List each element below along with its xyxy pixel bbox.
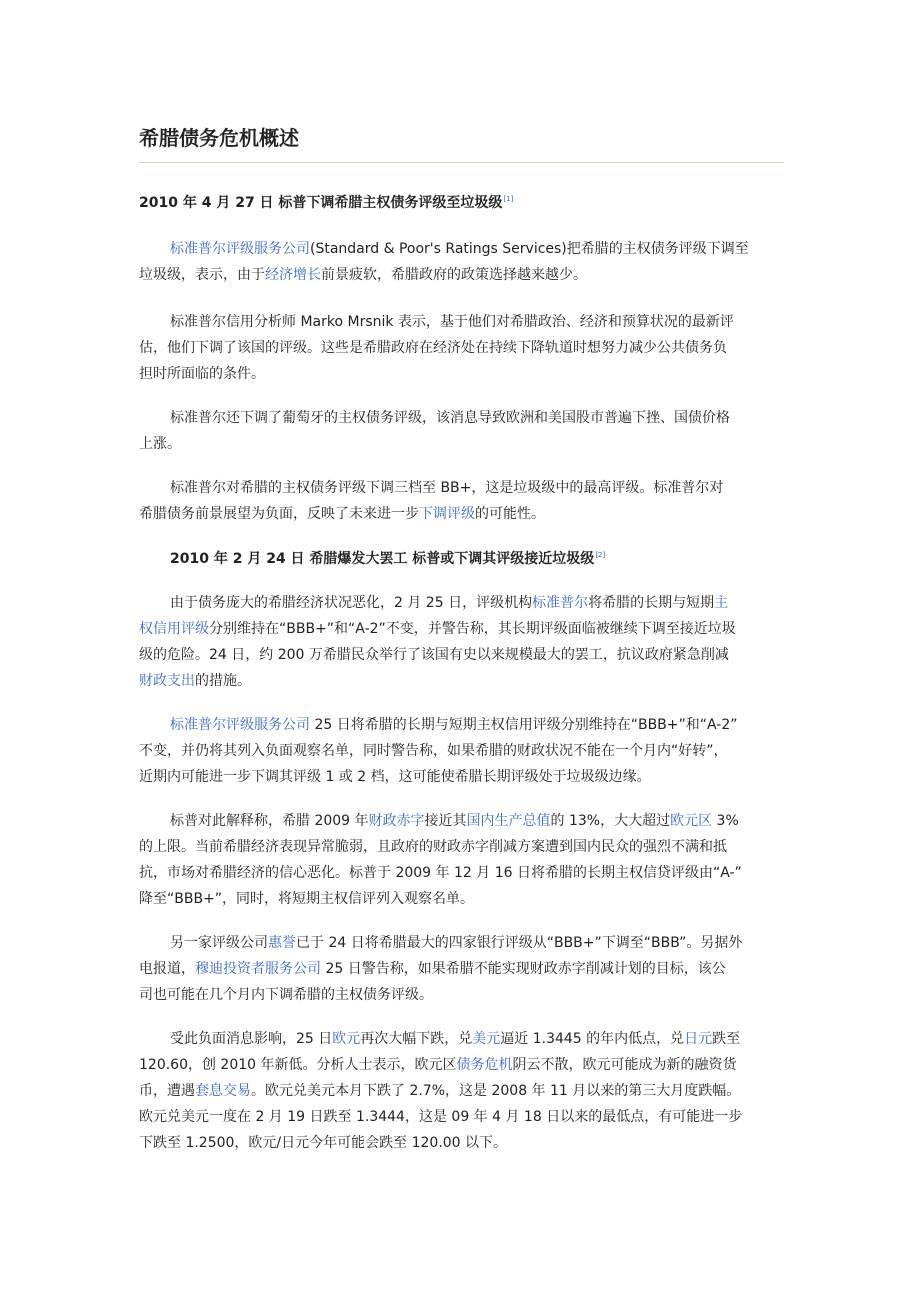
section-heading-2-text: 2010 年 2 月 24 日 希腊爆发大罢工 标普或下调其评级接近垃圾级	[170, 551, 595, 567]
term-link[interactable]: 权信用评级	[139, 621, 209, 637]
paragraph-line	[139, 236, 784, 262]
paragraph-line	[139, 1130, 784, 1156]
term-link[interactable]: 标准普尔评级服务公司	[170, 717, 310, 733]
term-link[interactable]: 标准普尔	[532, 595, 589, 611]
paragraph-text: 希腊债务前景展望为负面，反映了未来进一步	[139, 506, 419, 522]
paragraph-text: 3%	[712, 813, 739, 829]
paragraph-text: 由于债务庞大的希腊经济状况恶化，2 月 25 日，评级机构	[170, 595, 533, 611]
paragraph-line	[139, 930, 784, 956]
paragraph-text: 上涨。	[139, 436, 181, 452]
paragraph-text: 的 13%，大大超过	[550, 813, 671, 829]
paragraph-line	[139, 616, 784, 642]
s0-p0	[139, 236, 784, 288]
paragraph-text: 币，遭遇	[139, 1083, 195, 1099]
section-2-ref-link[interactable]: [2]	[595, 551, 606, 560]
paragraph-line	[139, 431, 784, 457]
paragraph-text: 跌至	[712, 1031, 741, 1047]
section-heading-1-text: 2010 年 4 月 27 日 标普下调希腊主权债务评级至垃圾级	[139, 195, 503, 211]
term-link[interactable]: 债务危机	[456, 1057, 513, 1073]
paragraph-line	[139, 1026, 784, 1052]
paragraph-text: 将希腊的长期与短期	[588, 595, 715, 611]
s1-p2	[139, 808, 784, 912]
paragraph-text: 级的危险。24 日，约 200 万希腊民众举行了该国有史以来规模最大的罢工，抗议政府紧急削减	[139, 647, 729, 663]
paragraph-line	[139, 860, 784, 886]
title-divider	[139, 162, 784, 163]
paragraph-line	[139, 590, 784, 616]
paragraph-line	[139, 405, 784, 431]
paragraph-line	[139, 642, 784, 668]
paragraph-text: 司也可能在几个月内下调希腊的主权债务评级。	[139, 987, 433, 1003]
paragraph-text: 逼近 1.3445 的年内低点，兑	[500, 1031, 685, 1047]
paragraph-line	[139, 808, 784, 834]
paragraph-text: 已于 24 日将希腊最大的四家银行评级从“BBB+”下调至“BBB”。另据外	[296, 935, 743, 951]
paragraph-line	[139, 1104, 784, 1130]
s0-p3	[139, 475, 784, 527]
s0-p2	[139, 405, 784, 457]
paragraph-text: 估，他们下调了该国的评级。这些是希腊政府在经济处在持续下降轨道时想努力减少公共债务负	[139, 340, 727, 356]
paragraph-text: 电报道，	[139, 961, 195, 977]
section-heading-2	[170, 548, 605, 568]
s1-p3	[139, 930, 784, 1008]
paragraph-text: 不变，并仍将其列入负面观察名单，同时警告称，如果希腊的财政状况不能在一个月内“好转”，	[139, 743, 728, 759]
paragraph-text: (Standard & Poor's Ratings Services)把希腊的主权债务评级下调至	[310, 241, 749, 257]
paragraph-line	[139, 956, 784, 982]
paragraph-text: 标准普尔对希腊的主权债务评级下调三档至 BB+，这是垃圾级中的最高评级。标准普尔对	[170, 480, 724, 496]
paragraph-line	[139, 834, 784, 860]
paragraph-text: 120.60，创 2010 年新低。分析人士表示，欧元区	[139, 1057, 457, 1073]
term-link[interactable]: 欧元	[332, 1031, 361, 1047]
paragraph-line	[139, 1078, 784, 1104]
term-link[interactable]: 标准普尔评级服务公司	[170, 241, 310, 257]
paragraph-text: 标准普尔还下调了葡萄牙的主权债务评级，该消息导致欧洲和美国股市普遍下挫、国债价格	[170, 410, 730, 426]
paragraph-text: 受此负面消息影响，25 日	[170, 1031, 333, 1047]
paragraph-line	[139, 335, 784, 361]
s1-p4	[139, 1026, 784, 1156]
paragraph-text: 接近其	[424, 813, 467, 829]
paragraph-line	[139, 501, 784, 527]
paragraph-line	[139, 1052, 784, 1078]
paragraph-text: 标准普尔信用分析师 Marko Mrsnik 表示，基于他们对希腊政治、经济和预算状况的最新评	[170, 314, 734, 330]
paragraph-text: 分别维持在“BBB+”和“A-2”不变，并警告称，其长期评级面临被继续下调至接近垃圾	[209, 621, 736, 637]
paragraph-line	[139, 668, 784, 694]
s0-p1	[139, 309, 784, 387]
paragraph-text: 担时所面临的条件。	[139, 366, 265, 382]
paragraph-text: 抗，市场对希腊经济的信心恶化。标普于 2009 年 12 月 16 日将希腊的长期主权信贷评级由“A-”	[139, 865, 742, 881]
paragraph-text: 垃圾级，表示，由于	[139, 267, 265, 283]
term-link[interactable]: 国内生产总值	[466, 813, 551, 829]
paragraph-text: 近期内可能进一步下调其评级 1 或 2 档，这可能使希腊长期评级处于垃圾级边缘。	[139, 769, 651, 785]
paragraph-text: 降至“BBB+”，同时，将短期主权信评列入观察名单。	[139, 891, 475, 907]
term-link[interactable]: 套息交易	[195, 1083, 251, 1099]
paragraph-line	[139, 475, 784, 501]
paragraph-text: 再次大幅下跌，兑	[360, 1031, 473, 1047]
paragraph-text: 的可能性。	[475, 506, 545, 522]
term-link[interactable]: 财政赤字	[368, 813, 425, 829]
paragraph-text: 25 日将希腊的长期与短期主权信用评级分别维持在“BBB+”和“A-2”	[310, 717, 738, 733]
page-title: 希腊债务危机概述	[139, 126, 299, 150]
paragraph-text: 的措施。	[195, 673, 251, 689]
paragraph-text: 标普对此解释称，希腊 2009 年	[170, 813, 369, 829]
paragraph-text: 。欧元兑美元本月下跌了 2.7%，这是 2008 年 11 月以来的第三大月度跌幅。	[251, 1083, 741, 1099]
term-link[interactable]: 财政支出	[139, 673, 195, 689]
paragraph-line	[139, 262, 784, 288]
term-link[interactable]: 主	[714, 595, 729, 611]
paragraph-line	[139, 712, 784, 738]
paragraph-text: 阴云不散，欧元可能成为新的融资货	[512, 1057, 737, 1073]
term-link[interactable]: 日元	[684, 1031, 713, 1047]
paragraph-line	[139, 982, 784, 1008]
paragraph-text: 前景疲软，希腊政府的政策选择越来越少。	[321, 267, 587, 283]
section-1-ref-link[interactable]: [1]	[503, 195, 514, 204]
paragraph-text: 欧元兑美元一度在 2 月 19 日跌至 1.3444，这是 09 年 4 月 18 日以来的最低点，有可能进一步	[139, 1109, 743, 1125]
s1-p1	[139, 712, 784, 790]
paragraph-text: 的上限。当前希腊经济表现异常脆弱，且政府的财政赤字削减方案遭到国内民众的强烈不满和抵	[139, 839, 727, 855]
term-link[interactable]: 欧元区	[670, 813, 713, 829]
term-link[interactable]: 穆迪投资者服务公司	[195, 961, 321, 977]
paragraph-line	[139, 764, 784, 790]
paragraph-text: 25 日警告称，如果希腊不能实现财政赤字削减计划的目标，该公	[321, 961, 726, 977]
paragraph-line	[139, 886, 784, 912]
term-link[interactable]: 美元	[472, 1031, 501, 1047]
paragraph-line	[139, 309, 784, 335]
s1-p0	[139, 590, 784, 694]
term-link[interactable]: 惠誉	[268, 935, 296, 951]
paragraph-line	[139, 361, 784, 387]
paragraph-text: 下跌至 1.2500，欧元/日元今年可能会跌至 120.00 以下。	[139, 1135, 508, 1151]
section-heading-1	[139, 192, 513, 212]
term-link[interactable]: 经济增长	[265, 267, 321, 283]
paragraph-line	[139, 738, 784, 764]
term-link[interactable]: 下调评级	[419, 506, 475, 522]
paragraph-text: 另一家评级公司	[170, 935, 268, 951]
